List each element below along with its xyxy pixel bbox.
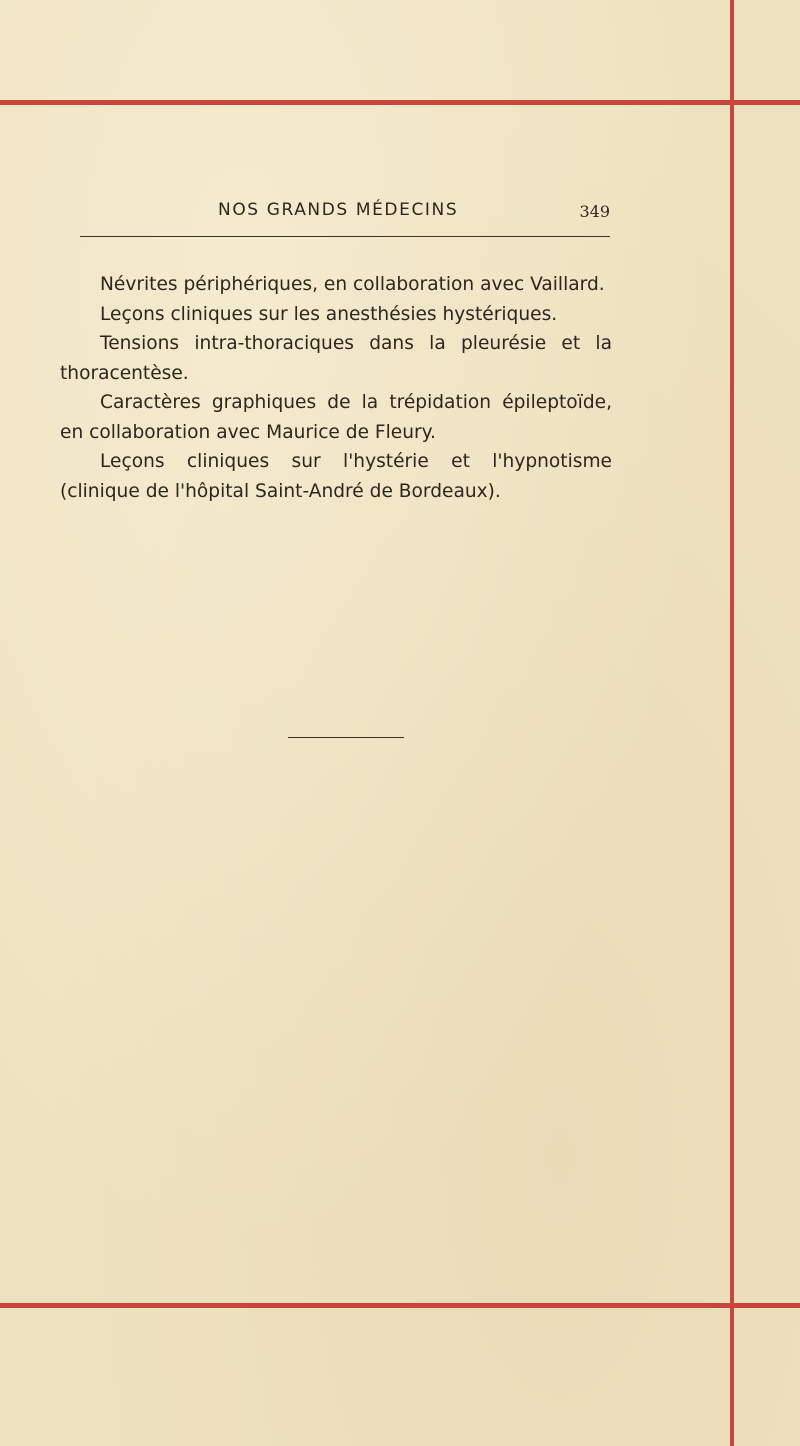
bibliography-entry: Tensions intra-thoraciques dans la pleurésie et la thoracentèse. (60, 333, 612, 384)
running-title: NOS GRANDS MÉDECINS (218, 200, 459, 220)
page-header (80, 200, 610, 230)
bibliography-entry: Caractères graphiques de la trépidation épileptoïde, en collaboration avec Maurice de Fleury. (60, 392, 612, 443)
bibliography-list (60, 270, 612, 506)
bibliography-entry: Leçons cliniques sur l'hystérie et l'hypnotisme (clinique de l'hôpital Saint-André de Bordeaux). (60, 451, 612, 502)
end-of-section-rule (288, 737, 404, 738)
bibliography-entry: Névrites périphériques, en collaboration avec Vaillard. (100, 274, 605, 295)
bibliography-entry: Leçons cliniques sur les anesthésies hystériques. (100, 303, 558, 325)
page-number: 349 (579, 202, 610, 221)
right-red-rule (730, 0, 734, 1446)
bottom-red-rule (0, 1303, 800, 1308)
top-red-rule (0, 100, 800, 105)
header-rule (80, 236, 610, 237)
